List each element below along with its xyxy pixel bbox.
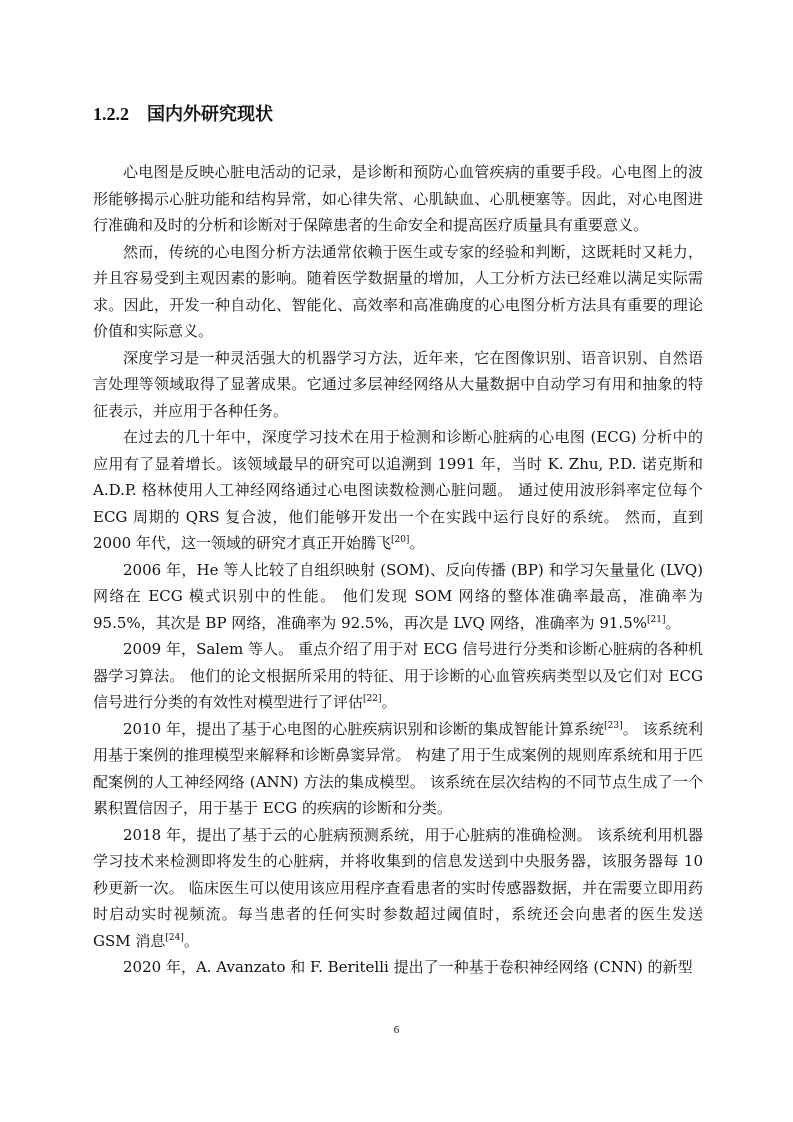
citation-20: [20] (390, 535, 410, 545)
paragraph-5 (93, 557, 703, 637)
section-number: 1.2.2 (93, 104, 129, 124)
paragraph-3 (93, 345, 703, 425)
paragraph-1 (93, 159, 703, 239)
paragraph-tail: 。 (665, 613, 681, 632)
paragraph-text: 2009 年，Salem 等人。 重点介绍了用于对 ECG 信号进行分类和诊断心脏病的各种机器学习算法。 他们的论文根据所采用的特征、用于诊断的心血管疾病类型以及它们对 ECG 信号进行分类的有效性对模型进行了评估 (93, 640, 703, 711)
paragraph-9 (93, 954, 703, 981)
paragraph-4 (93, 424, 703, 557)
paragraph-text: 2010 年，提出了基于心电图的心脏疾病识别和诊断的集成智能计算系统 (123, 719, 605, 738)
paragraph-tail: 。 该系统利用基于案例的推理模型来解释和诊断鼻窦异常。 构建了用于生成案例的规则库系统和用于匹配案例的人工神经网络 (ANN) 方法的集成模型。 该系统在层次结构的不同节点生成了一个累积置信因子，用于基于 ECG 的疾病的诊断和分类。 (93, 719, 703, 817)
paragraph-text: 2018 年，提出了基于云的心脏病预测系统，用于心脏病的准确检测。 该系统利用机器学习技术来检测即将发生的心脏病，并将收集到的信息发送到中央服务器，该服务器每 10 秒更新一次。 临床医生可以使用该应用程序查看患者的实时传感器数据，并在需要立即用药时启动实时视频流。每当患者的任何实时参数超过阈值时，系统还会向患者的医生发送 GSM 消息 (93, 825, 703, 950)
paragraph-text: 心电图是反映心脏电活动的记录，是诊断和预防心血管疾病的重要手段。心电图上的波形能够揭示心脏功能和结构异常，如心律失常、心肌缺血、心肌梗塞等。因此，对心电图进行准确和及时的分析和诊断对于保障患者的生命安全和提高医疗质量具有重要意义。 (93, 163, 703, 234)
paragraph-6 (93, 636, 703, 716)
paragraph-8 (93, 822, 703, 955)
citation-23: [23] (604, 720, 623, 731)
citation-24: [24] (165, 932, 184, 943)
citation-21: [21] (647, 614, 666, 625)
section-title: 国内外研究现状 (147, 104, 273, 125)
paragraph-text: 在过去的几十年中，深度学习技术在用于检测和诊断心脏病的心电图 (ECG) 分析中的应用有了显着增长。该领域最早的研究可以追溯到 1991 年，当时 K. Zhu, P.D. 诺克斯和 A.D.P. 格林使用人工神经网络通过心电图读数检测心脏问题。 通过使用波形斜率定位每个 ECG 周期的 QRS 复合波，他们能够开发出一个在实践中运行良好的系统。 然而，直到 2000 年代，这一领域的研究才真正开始腾飞 (93, 428, 703, 552)
paragraph-tail: 。 (409, 534, 425, 552)
paragraph-text: 2020 年，A. Avanzato 和 F. Beritelli 提出了一种基于卷积神经网络 (CNN) 的新型 (123, 958, 693, 976)
page-number: 6 (393, 1024, 400, 1036)
citation-22: [22] (363, 694, 382, 704)
paragraph-7 (93, 716, 703, 822)
paragraph-text: 然而，传统的心电图分析方法通常依赖于医生或专家的经验和判断，这既耗时又耗力，并且容易受到主观因素的影响。随着医学数据量的增加，人工分析方法已经难以满足实际需求。因此，开发一种自动化、智能化、高效率和高准确度的心电图分析方法具有重要的理论价值和实际意义。 (93, 242, 703, 340)
paragraph-text: 2006 年，He 等人比较了自组织映射 (SOM)、反向传播 (BP) 和学习矢量量化 (LVQ) 网络在 ECG 模式识别中的性能。 他们发现 SOM 网络的整体准确率最高，准确率为 95.5%，其次是 BP 网络，准确率为 92.5%，再次是 LVQ 网络，准确率为 91.5% (93, 560, 703, 632)
paragraph-2 (93, 239, 703, 345)
paragraph-tail: 。 (381, 693, 397, 711)
section-heading (93, 100, 703, 129)
page-body (93, 100, 703, 981)
paragraph-text: 深度学习是一种灵活强大的机器学习方法，近年来，它在图像识别、语音识别、自然语言处理等领域取得了显著成果。它通过多层神经网络从大量数据中自动学习有用和抽象的特征表示，并应用于各种任务。 (93, 348, 703, 420)
paragraph-tail: 。 (183, 931, 199, 950)
